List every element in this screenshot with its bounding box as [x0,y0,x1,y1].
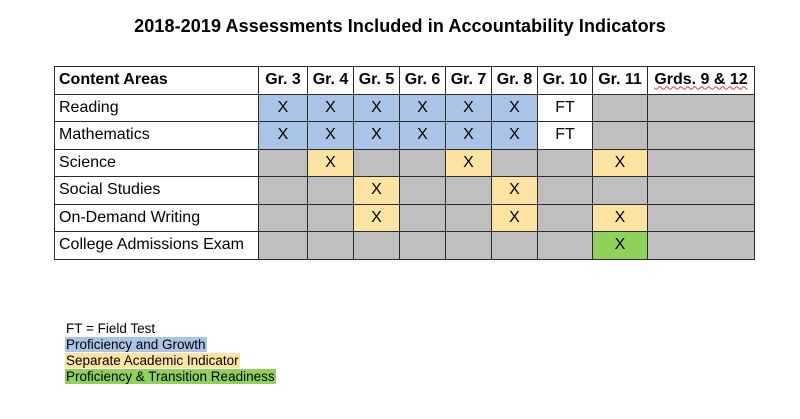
row-label: Social Studies [55,177,259,205]
legend-transition-readiness: Proficiency & Transition Readiness [66,369,275,384]
header-gr3: Gr. 3 [259,67,308,95]
table-cell [259,204,308,232]
table-cell [259,232,308,260]
page-title: 2018-2019 Assessments Included in Accountability Indicators [134,16,666,36]
row-label: College Admissions Exam [55,232,259,260]
table-cell [354,149,400,177]
table-cell [593,122,648,150]
table-cell [400,177,446,205]
table-cell: X [446,122,492,150]
table-cell: X [400,122,446,150]
table-cell: X [354,177,400,205]
header-gr8: Gr. 8 [492,67,538,95]
table-cell: X [354,94,400,122]
table-cell [400,232,446,260]
row-label: Science [55,149,259,177]
table-cell: X [593,204,648,232]
row-label: Reading [55,94,259,122]
table-row [55,177,755,205]
table-row [55,204,755,232]
header-gr5: Gr. 5 [354,67,400,95]
table-row [55,122,755,150]
table-row [55,94,755,122]
header-grds-9-12: Grds. 9 & 12 [648,67,755,95]
table-cell: X [259,94,308,122]
table-cell: X [308,122,354,150]
table-cell: X [492,122,538,150]
table-cell [538,204,593,232]
table-header-row [55,67,755,95]
header-gr10: Gr. 10 [538,67,593,95]
table-cell [538,149,593,177]
table-cell [354,232,400,260]
legend-proficiency-growth: Proficiency and Growth [66,337,206,352]
table-cell [400,204,446,232]
table-row [55,149,755,177]
table-cell [492,232,538,260]
table-cell [648,122,755,150]
row-label: On-Demand Writing [55,204,259,232]
table-cell [492,149,538,177]
table-cell [259,149,308,177]
header-content-areas: Content Areas [55,67,259,95]
table-cell [308,232,354,260]
table-cell [593,177,648,205]
table-cell: X [492,94,538,122]
table-cell: X [400,94,446,122]
header-gr4: Gr. 4 [308,67,354,95]
table-cell [400,149,446,177]
table-cell: FT [538,122,593,150]
table-cell: X [492,204,538,232]
table-cell [648,177,755,205]
table-cell [259,177,308,205]
table-cell [648,232,755,260]
table-cell [648,149,755,177]
table-cell: X [446,149,492,177]
table-cell: X [593,149,648,177]
table-cell [538,177,593,205]
legend-separate-academic: Separate Academic Indicator [66,353,239,368]
table-cell: X [259,122,308,150]
table-cell [648,94,755,122]
table-cell [308,177,354,205]
table-cell [446,204,492,232]
legend-field-test: FT = Field Test [66,321,156,336]
table-cell: X [308,94,354,122]
assessment-table [54,66,755,260]
table-cell: X [446,94,492,122]
table-cell [308,204,354,232]
table-cell: X [492,177,538,205]
header-gr11: Gr. 11 [593,67,648,95]
header-gr6: Gr. 6 [400,67,446,95]
table-cell [593,94,648,122]
header-gr7: Gr. 7 [446,67,492,95]
table-row [55,232,755,260]
table-cell [538,232,593,260]
table-cell: FT [538,94,593,122]
table-cell: X [593,232,648,260]
row-label: Mathematics [55,122,259,150]
table-cell [446,177,492,205]
table-cell: X [354,204,400,232]
table-cell: X [354,122,400,150]
table-cell [446,232,492,260]
table-cell: X [308,149,354,177]
legend [65,321,276,385]
table-cell [648,204,755,232]
